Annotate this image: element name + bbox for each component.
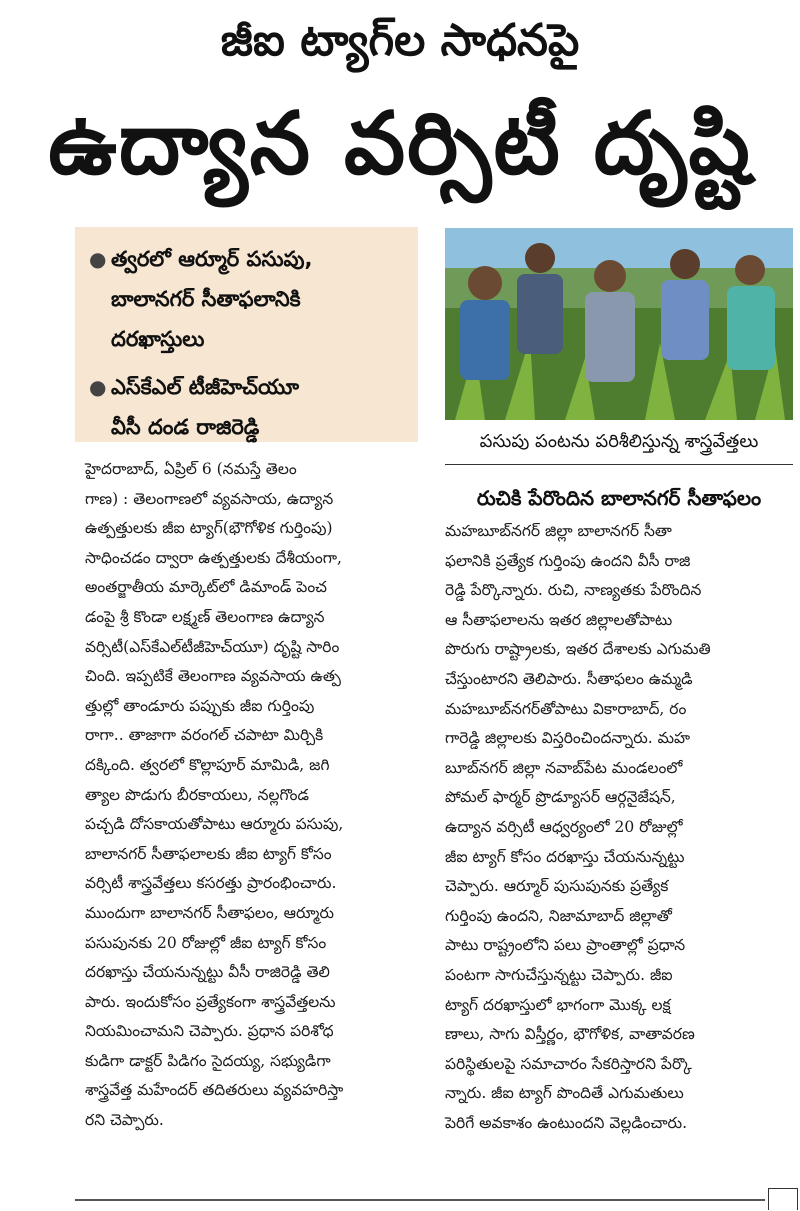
- article-kicker: జీఐ ట్యాగ్‌ల సాధనపై: [220, 15, 580, 66]
- article-headline: ఉద్యాన వర్సిటీ దృష్టి: [48, 93, 752, 194]
- photo-caption: పసుపు పంటను పరిశీలిస్తున్న శాస్త్రవేత్తలు: [479, 431, 759, 452]
- highlight-text: త్వరలో ఆర్మూర్ పసుపు, బాలానగర్ సీతాఫలానికి దరఖాస్తులు: [111, 247, 313, 351]
- left-column-text: హైదరాబాద్, ఏప్రిల్ 6 (నమస్తే తెలం గాణ) : తెలంగాణలో వ్యవసాయ, ఉద్యాన ఉత్పత్తులకు జీఐ ట్యాగ్(భౌగోళిక గుర్తింపు) సాధించడం ద్వారా ఉత్పత్తులకు దేశీయంగా, అంతర్జాతీయ మార్కెట్‌లో డిమాండ్ పెంచ డంపై శ్రీ కొండా లక్ష్మణ్ తెలంగాణ ఉద్యాన వర్సిటీ(ఎస్‌కేఎల్‌టీజీహెచ్‌యూ) దృష్టి సారిం చింది. ఇప్పటికే తెలంగాణ వ్యవసాయ ఉత్ప త్తుల్లో తాండూరు పప్పుకు జీఐ గుర్తింపు రాగా.. తాజాగా వరంగల్ చపాటా మిర్చికి దక్కింది. త్వరలో కొల్లాపూర్ మామిడి, జగి త్యాల పొడుగు బీరకాయలు, నల్లగొండ పచ్చడి దోసకాయతోపాటు ఆర్మూరు పసుపు, బాలానగర్ సీతాఫలాలకు జీఐ ట్యాగ్ కోసం వర్సిటీ శాస్త్రవేత్తలు కసరత్తు ప్రారంభించారు. ముందుగా బాలానగర్ సీతాఫలం, ఆర్మూరు పసుపునకు 20 రోజుల్లో జీఐ ట్యాగ్ కోసం దరఖాస్తు చేయనున్నట్టు వీసీ రాజిరెడ్డి తెలి పారు. ఇందుకోసం ప్రత్యేకంగా శాస్త్రవేత్తలను నియమించామని చెప్పారు. ప్రధాన పరిశోధ కుడిగా డాక్టర్ పిడిగం సైదయ్య, సభ్యుడిగా శాస్త్రవేత్త మహేందర్ తదితరులు వ్యవహరిస్తా రని చెప్పారు.: [85, 460, 344, 1130]
- bullet-icon: ●: [89, 247, 107, 271]
- scientists-photo-illustration: [445, 228, 793, 420]
- news-photo: [445, 228, 793, 420]
- corner-box: [768, 1188, 798, 1210]
- highlight-item: [89, 367, 408, 447]
- divider: [445, 464, 793, 465]
- bottom-rule: [75, 1199, 765, 1201]
- highlight-text: ఎస్‌కేఎల్ టీజీహెచ్‌యూ వీసీ దండ రాజిరెడ్డి: [111, 375, 300, 439]
- highlights-box: [75, 227, 418, 442]
- bullet-icon: ●: [89, 375, 107, 399]
- highlight-item: [89, 239, 408, 359]
- right-column-text: మహబూబ్‌నగర్ జిల్లా బాలానగర్ సీతా ఫలానికి ప్రత్యేక గుర్తింపు ఉందని వీసీ రాజి రెడ్డి పేర్కొన్నారు. రుచి, నాణ్యతకు పేరొందిన ఆ సీతాఫలాలను ఇతర జిల్లాలతోపాటు పొరుగు రాష్ట్రాలకు, ఇతర దేశాలకు ఎగుమతి చేస్తుంటారని తెలిపారు. సీతాఫలం ఉమ్మడి మహబూబ్‌నగర్‌తోపాటు వికారాబాద్, రం గారెడ్డి జిల్లాలకు విస్తరించిందన్నారు. మహ బూబ్‌నగర్ జిల్లా నవాబ్‌పేట మండలంలో పోమల్ ఫార్మర్ ప్రొడ్యూసర్ ఆర్గనైజేషన్, ఉద్యాన వర్సిటీ ఆధ్వర్యంలో 20 రోజుల్లో జీఐ ట్యాగ్ కోసం దరఖాస్తు చేయనున్నట్టు చెప్పారు. ఆర్మూర్ పుసుపునకు ప్రత్యేక గుర్తింపు ఉందని, నిజామాబాద్ జిల్లాతో పాటు రాష్ట్రంలోని పలు ప్రాంతాల్లో ప్రధాన పంటగా సాగుచేస్తున్నట్టు చెప్పారు. జీఐ ట్యాగ్ దరఖాస్తులో భాగంగా మొక్క లక్ష ణాలు, సాగు విస్తీర్ణం, భౌగోళిక, వాతావరణ పరిస్థితులపై సమాచారం సేకరిస్తారని పేర్కొ న్నారు. జీఐ ట్యాగ్ పొందితే ఎగుమతులు పెరిగే అవకాశం ఉంటుందని వెల్లడించారు.: [445, 522, 711, 1132]
- section-subhead: రుచికి పేరొందిన బాలానగర్ సీతాఫలం: [476, 486, 762, 510]
